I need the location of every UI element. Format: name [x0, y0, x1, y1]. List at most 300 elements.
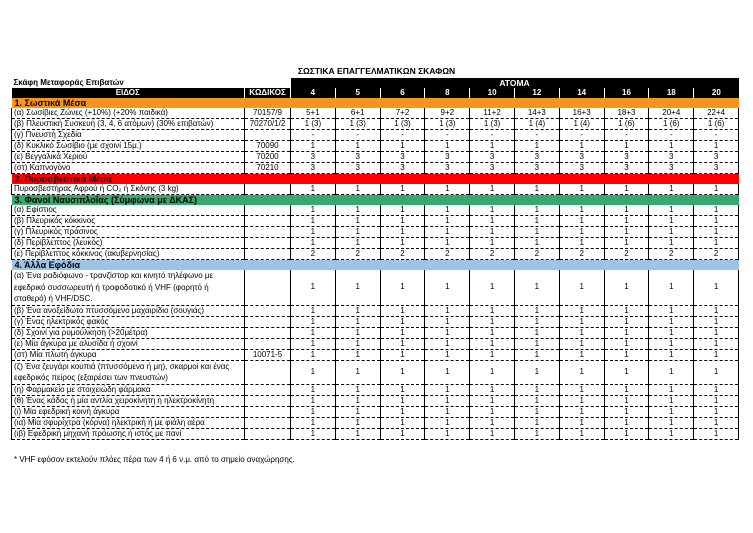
item-label: Πυροσβεστήρας Αφρού ή CO₂ ή Σκόνης (3 kg): [12, 184, 245, 195]
equipment-table: [11, 78, 739, 440]
table-row: [12, 327, 739, 338]
quantity-cell: 1: [559, 349, 604, 360]
quantity-cell: 1: [335, 406, 380, 417]
quantity-cell: 1: [694, 227, 739, 238]
quantity-cell: 1: [470, 205, 515, 216]
item-code: 10071-5: [245, 349, 291, 360]
quantity-cell: 2: [425, 249, 470, 260]
quantity-cell: 1: [604, 395, 649, 406]
quantity-cell: 1: [694, 384, 739, 395]
quantity-cell: 3: [694, 152, 739, 163]
quantity-cell: -: [380, 130, 425, 141]
quantity-cell: 1: [425, 238, 470, 249]
column-header-persons: 12: [514, 88, 559, 98]
item-code: 70210: [245, 163, 291, 174]
table-row: [12, 130, 739, 141]
quantity-cell: 3: [604, 163, 649, 174]
quantity-cell: 1: [604, 227, 649, 238]
quantity-cell: 1: [335, 238, 380, 249]
item-label: (δ) Σχοινί για ρυμούλκηση (>20μέτρα): [12, 327, 245, 338]
quantity-cell: 1: [425, 406, 470, 417]
quantity-cell: 1 (3): [291, 119, 336, 130]
quantity-cell: 1: [335, 316, 380, 327]
quantity-cell: 1: [335, 205, 380, 216]
quantity-cell: 3: [649, 163, 694, 174]
quantity-cell: 1: [604, 349, 649, 360]
table-row: [12, 428, 739, 439]
quantity-cell: 1: [470, 384, 515, 395]
item-code: [245, 305, 291, 316]
quantity-cell: 1: [559, 360, 604, 384]
quantity-cell: 1: [649, 305, 694, 316]
item-code: [245, 417, 291, 428]
column-header-persons: 10: [470, 88, 515, 98]
item-label: (ε) Βεγγαλικά Χεριού: [12, 152, 245, 163]
quantity-cell: 1: [649, 141, 694, 152]
section-title: 1. Σωστικά Μέσα: [12, 98, 739, 108]
quantity-cell: 1: [470, 227, 515, 238]
quantity-cell: 1: [694, 316, 739, 327]
table-row: [12, 349, 739, 360]
quantity-cell: 1: [604, 384, 649, 395]
quantity-cell: 1: [649, 428, 694, 439]
quantity-cell: 1: [559, 327, 604, 338]
quantity-cell: 5+1: [291, 108, 336, 119]
quantity-cell: 1: [470, 184, 515, 195]
quantity-cell: 1: [559, 417, 604, 428]
quantity-cell: 1: [470, 141, 515, 152]
quantity-cell: 1: [425, 327, 470, 338]
item-code: [245, 338, 291, 349]
quantity-cell: 6+1: [335, 108, 380, 119]
table-row: [12, 305, 739, 316]
quantity-cell: 2: [649, 249, 694, 260]
item-label: (θ) Ένας κάδος ή μία αντλία χειροκίνητη ή ηλεκτροκίνητη: [12, 395, 245, 406]
page-title: ΣΩΣΤΙΚΑ ΕΠΑΓΓΕΛΜΑΤΙΚΩΝ ΣΚΑΦΩΝ: [297, 66, 456, 76]
quantity-cell: 1: [335, 327, 380, 338]
quantity-cell: 1: [604, 417, 649, 428]
quantity-cell: 1: [470, 417, 515, 428]
quantity-cell: 1: [559, 227, 604, 238]
column-header-persons: 16: [604, 88, 649, 98]
quantity-cell: 1: [335, 395, 380, 406]
footnote: * VHF εφόσον εκτελούν πλόες πέρα των 4 ή 6 ν.μ. από το σημείο αναχώρησης.: [14, 455, 295, 464]
quantity-cell: 1: [694, 338, 739, 349]
quantity-cell: 1: [425, 384, 470, 395]
quantity-cell: 1: [291, 327, 336, 338]
quantity-cell: 1: [291, 270, 336, 305]
quantity-cell: 1: [694, 205, 739, 216]
quantity-cell: 1: [335, 227, 380, 238]
item-label: (γ) Πλευρικός πράσινος: [12, 227, 245, 238]
column-header-persons: 8: [425, 88, 470, 98]
quantity-cell: 3: [694, 163, 739, 174]
table-row: [12, 417, 739, 428]
item-label: (στ) Μία πλωτή άγκυρα: [12, 349, 245, 360]
quantity-cell: 1: [291, 184, 336, 195]
quantity-cell: 1: [380, 205, 425, 216]
quantity-cell: 1: [694, 349, 739, 360]
quantity-cell: 1: [694, 238, 739, 249]
quantity-cell: 3: [291, 152, 336, 163]
quantity-cell: 1: [604, 316, 649, 327]
quantity-cell: 1: [604, 338, 649, 349]
item-code: 70270/1/2: [245, 119, 291, 130]
quantity-cell: 9+2: [425, 108, 470, 119]
quantity-cell: 1: [649, 395, 694, 406]
quantity-cell: 1 (3): [470, 119, 515, 130]
quantity-cell: 14+3: [514, 108, 559, 119]
quantity-cell: 1: [335, 417, 380, 428]
item-label: (ε) Μία άγκυρα με αλυσίδα ή σχοινί: [12, 338, 245, 349]
quantity-cell: 1: [559, 395, 604, 406]
quantity-cell: 2: [559, 249, 604, 260]
column-header-code: ΚΩΔΙΚΟΣ: [245, 88, 291, 98]
quantity-cell: 2: [291, 249, 336, 260]
quantity-cell: 18+3: [604, 108, 649, 119]
quantity-cell: 1: [425, 349, 470, 360]
quantity-cell: 1: [559, 338, 604, 349]
quantity-cell: 1: [425, 227, 470, 238]
quantity-cell: 3: [335, 152, 380, 163]
header-row-columns: [12, 88, 739, 98]
quantity-cell: 1: [559, 406, 604, 417]
quantity-cell: 1: [470, 216, 515, 227]
quantity-cell: 1: [604, 238, 649, 249]
quantity-cell: -: [425, 130, 470, 141]
quantity-cell: 1: [291, 238, 336, 249]
quantity-cell: 1: [291, 360, 336, 384]
table-row: [12, 163, 739, 174]
quantity-cell: 1: [470, 360, 515, 384]
item-label: (στ) Καπνογόνο: [12, 163, 245, 174]
quantity-cell: 1 (3): [380, 119, 425, 130]
quantity-cell: 1: [470, 238, 515, 249]
section-title: 2. Πυροσβεστικά Μέσα: [12, 174, 739, 185]
quantity-cell: 1: [470, 270, 515, 305]
quantity-cell: 1: [425, 360, 470, 384]
quantity-cell: 2: [380, 249, 425, 260]
quantity-cell: 1: [470, 349, 515, 360]
quantity-cell: 1: [649, 316, 694, 327]
column-header-persons: 6: [380, 88, 425, 98]
item-code: [245, 395, 291, 406]
quantity-cell: 1: [559, 238, 604, 249]
quantity-cell: 1: [514, 338, 559, 349]
quantity-cell: 1: [470, 428, 515, 439]
quantity-cell: 1: [694, 184, 739, 195]
quantity-cell: 1: [380, 395, 425, 406]
quantity-cell: 22+4: [694, 108, 739, 119]
quantity-cell: 1: [380, 141, 425, 152]
quantity-cell: 1: [694, 417, 739, 428]
quantity-cell: 1: [291, 417, 336, 428]
item-label: (β) Πλευστική Συσκευή (3, 4, 6 ατόμων) (30% επιβατών): [12, 119, 245, 130]
quantity-cell: 1: [604, 406, 649, 417]
quantity-cell: 1: [470, 406, 515, 417]
quantity-cell: 1: [604, 184, 649, 195]
quantity-cell: 1: [514, 216, 559, 227]
quantity-cell: -: [335, 130, 380, 141]
quantity-cell: 1: [649, 417, 694, 428]
quantity-cell: 1: [514, 305, 559, 316]
quantity-cell: 1: [291, 216, 336, 227]
quantity-cell: 1: [291, 406, 336, 417]
quantity-cell: 1: [380, 316, 425, 327]
quantity-cell: 1: [559, 270, 604, 305]
section-header: [12, 98, 739, 108]
item-label: (δ) Κυκλικό Σωσίβιο (με σχοινί 15μ.): [12, 141, 245, 152]
quantity-cell: 1: [335, 384, 380, 395]
quantity-cell: 1: [694, 428, 739, 439]
quantity-cell: 1: [559, 205, 604, 216]
quantity-cell: 1: [694, 406, 739, 417]
quantity-cell: 3: [559, 152, 604, 163]
item-label: (η) Φαρμακείο με στοιχειώδη φάρμακα: [12, 384, 245, 395]
item-code: [245, 270, 291, 305]
quantity-cell: 1: [649, 238, 694, 249]
quantity-cell: 1: [514, 227, 559, 238]
quantity-cell: 1: [604, 327, 649, 338]
table-row: [12, 108, 739, 119]
quantity-cell: 1: [291, 384, 336, 395]
item-label: (β) Πλευρικός κόκκινος: [12, 216, 245, 227]
quantity-cell: 3: [335, 163, 380, 174]
quantity-cell: 1: [694, 141, 739, 152]
table-row: [12, 406, 739, 417]
quantity-cell: 1: [470, 338, 515, 349]
quantity-cell: 1: [380, 238, 425, 249]
item-code: [245, 184, 291, 195]
quantity-cell: 3: [291, 163, 336, 174]
quantity-cell: -: [291, 130, 336, 141]
quantity-cell: 3: [470, 152, 515, 163]
quantity-cell: 1: [335, 305, 380, 316]
quantity-cell: 1: [514, 428, 559, 439]
quantity-cell: 1: [291, 305, 336, 316]
item-code: [245, 238, 291, 249]
quantity-cell: 1: [694, 305, 739, 316]
quantity-cell: 1: [425, 338, 470, 349]
quantity-cell: 1: [694, 395, 739, 406]
item-code: [245, 428, 291, 439]
table-row: [12, 227, 739, 238]
quantity-cell: 1: [559, 216, 604, 227]
quantity-cell: 1: [380, 384, 425, 395]
quantity-cell: 1: [380, 184, 425, 195]
quantity-cell: 1: [514, 238, 559, 249]
table-row: [12, 360, 739, 384]
quantity-cell: 1: [649, 406, 694, 417]
quantity-cell: 1: [604, 216, 649, 227]
header-row-top: [12, 78, 739, 88]
quantity-cell: 3: [604, 152, 649, 163]
quantity-cell: 1: [649, 349, 694, 360]
quantity-cell: 1: [514, 349, 559, 360]
quantity-cell: 1: [380, 406, 425, 417]
item-label: (ζ) Ένα ζευγάρι κουπιά (πτυσσόμενα ή μη), σκαρμοί και ένας εφεδρικός πείρος (εξαιρέσει των πνευστών): [12, 360, 245, 384]
item-code: [245, 327, 291, 338]
table-row: [12, 119, 739, 130]
item-label: (ε) Περίβλεπτος κόκκινος (ακυβερνησίας): [12, 249, 245, 260]
quantity-cell: 1: [380, 428, 425, 439]
quantity-cell: 1: [335, 184, 380, 195]
quantity-cell: 1: [380, 227, 425, 238]
quantity-cell: 1: [649, 216, 694, 227]
section-header: [12, 195, 739, 206]
quantity-cell: 1: [514, 417, 559, 428]
quantity-cell: 1: [335, 216, 380, 227]
table-row: [12, 270, 739, 305]
table-row: [12, 184, 739, 195]
quantity-cell: 1: [514, 184, 559, 195]
table-row: [12, 141, 739, 152]
quantity-cell: 1: [559, 384, 604, 395]
quantity-cell: 1: [335, 270, 380, 305]
item-label: (ιβ) Εφεδρική μηχανή πρόωσης ή ιστός με πανί: [12, 428, 245, 439]
item-label: (α) Ένα ραδιόφωνο - τρανζίστορ και κινητό τηλέφωνο με εφεδρικό συσσωρευτή ή τροφοδοτικό ή VHF (φορητό ή σταθερό) ή VHF/DSC.: [12, 270, 245, 305]
quantity-cell: 1: [425, 184, 470, 195]
item-code: [245, 249, 291, 260]
quantity-cell: 2: [514, 249, 559, 260]
quantity-cell: 3: [559, 163, 604, 174]
quantity-cell: 1 (4): [559, 119, 604, 130]
quantity-cell: 1: [604, 205, 649, 216]
table-row: [12, 395, 739, 406]
quantity-cell: 2: [470, 249, 515, 260]
quantity-cell: 1: [604, 270, 649, 305]
quantity-cell: 3: [380, 152, 425, 163]
quantity-cell: 20+4: [649, 108, 694, 119]
item-code: [245, 316, 291, 327]
quantity-cell: 1: [649, 327, 694, 338]
quantity-cell: 1: [291, 227, 336, 238]
quantity-cell: 2: [604, 249, 649, 260]
quantity-cell: 1: [514, 141, 559, 152]
item-label: (γ) Πνευστή Σχεδία: [12, 130, 245, 141]
item-label: (α) Εφίστιος: [12, 205, 245, 216]
quantity-cell: 1: [335, 141, 380, 152]
quantity-cell: 3: [380, 163, 425, 174]
quantity-cell: 1: [514, 360, 559, 384]
item-code: [245, 384, 291, 395]
item-code: [245, 216, 291, 227]
item-label: (ι) Μία εφεδρική κοινή άγκυρα: [12, 406, 245, 417]
quantity-cell: 1 (3): [425, 119, 470, 130]
quantity-cell: 1: [291, 338, 336, 349]
quantity-cell: -: [514, 130, 559, 141]
section-header: [12, 260, 739, 271]
quantity-cell: 1: [694, 360, 739, 384]
item-code: 70157/9: [245, 108, 291, 119]
quantity-cell: 1: [380, 305, 425, 316]
column-header-item: ΕΙΔΟΣ: [12, 88, 245, 98]
quantity-cell: 1: [514, 395, 559, 406]
quantity-cell: 1: [649, 270, 694, 305]
quantity-cell: 1: [291, 205, 336, 216]
quantity-cell: -: [470, 130, 515, 141]
quantity-cell: 1: [380, 216, 425, 227]
item-code: [245, 406, 291, 417]
quantity-cell: 1: [649, 338, 694, 349]
item-code: 70200: [245, 152, 291, 163]
quantity-cell: 3: [470, 163, 515, 174]
quantity-cell: 1: [335, 338, 380, 349]
quantity-cell: 1: [514, 327, 559, 338]
item-code: [245, 227, 291, 238]
item-label: (ια) Μία σφυρίχτρα (κόρνα) ηλεκτρική ή με φιάλη αέρα: [12, 417, 245, 428]
quantity-cell: 1: [649, 227, 694, 238]
item-label: (γ) Ένας ηλεκτρικός φακός: [12, 316, 245, 327]
quantity-cell: 1: [291, 141, 336, 152]
quantity-cell: 1: [335, 360, 380, 384]
quantity-cell: 1: [470, 327, 515, 338]
quantity-cell: 1: [425, 428, 470, 439]
quantity-cell: 1: [335, 349, 380, 360]
quantity-cell: 1: [514, 270, 559, 305]
table-row: [12, 338, 739, 349]
quantity-cell: 3: [514, 163, 559, 174]
quantity-cell: 1: [425, 270, 470, 305]
quantity-cell: -: [559, 130, 604, 141]
quantity-cell: 1: [380, 349, 425, 360]
quantity-cell: 1: [694, 327, 739, 338]
table-row: [12, 216, 739, 227]
quantity-cell: 1: [380, 327, 425, 338]
quantity-cell: 1: [514, 406, 559, 417]
table-subtitle: Σκάφη Μεταφοράς Επιβατών: [12, 78, 291, 88]
quantity-cell: 2: [335, 249, 380, 260]
column-header-persons: 14: [559, 88, 604, 98]
column-header-persons: 4: [291, 88, 336, 98]
table-row: [12, 238, 739, 249]
quantity-cell: 1: [604, 305, 649, 316]
quantity-cell: -: [694, 130, 739, 141]
quantity-cell: 1: [604, 428, 649, 439]
table-row: [12, 249, 739, 260]
quantity-cell: 1: [694, 270, 739, 305]
quantity-cell: 1: [291, 316, 336, 327]
column-header-persons: 5: [335, 88, 380, 98]
item-code: [245, 130, 291, 141]
persons-group-header: ΑΤΟΜΑ: [291, 78, 739, 88]
quantity-cell: -: [604, 130, 649, 141]
quantity-cell: 1: [335, 428, 380, 439]
quantity-cell: -: [649, 130, 694, 141]
quantity-cell: 1: [649, 360, 694, 384]
item-label: (δ) Περίβλεπτος (λευκός): [12, 238, 245, 249]
table-row: [12, 152, 739, 163]
quantity-cell: 1: [559, 184, 604, 195]
item-code: [245, 205, 291, 216]
quantity-cell: 1: [291, 349, 336, 360]
quantity-cell: 1: [694, 216, 739, 227]
quantity-cell: 1: [559, 305, 604, 316]
section-title: 3. Φανοί Ναυσιπλοΐας (Σύμφωνα με ΔΚΑΣ): [12, 195, 739, 206]
section-title: 4. Άλλα Εφόδια: [12, 260, 739, 271]
item-code: [245, 360, 291, 384]
section-header: [12, 174, 739, 185]
quantity-cell: 3: [425, 152, 470, 163]
column-header-persons: 18: [649, 88, 694, 98]
quantity-cell: 1: [425, 205, 470, 216]
quantity-cell: 1: [425, 316, 470, 327]
quantity-cell: 1: [559, 316, 604, 327]
quantity-cell: 1: [514, 205, 559, 216]
quantity-cell: 1: [380, 360, 425, 384]
quantity-cell: 11+2: [470, 108, 515, 119]
quantity-cell: 1: [470, 395, 515, 406]
